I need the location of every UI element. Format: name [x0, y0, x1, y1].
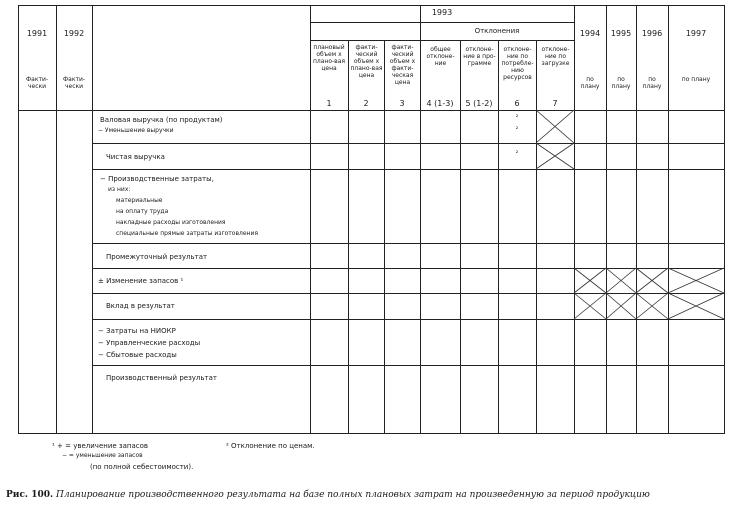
deviations-heading: Отклонения: [474, 27, 520, 35]
crossed-cells: [536, 110, 724, 319]
col1-number: 1: [326, 99, 332, 108]
mark-2-a: ²: [515, 114, 519, 121]
footnote-2: ² Отклонение по ценам.: [226, 442, 315, 450]
row-of-which: из них:: [108, 186, 131, 193]
row-admin-costs: − Управленческие расходы: [98, 339, 201, 347]
year-1997: 1997: [685, 29, 707, 38]
year-1996: 1996: [641, 29, 663, 38]
col3-number: 3: [399, 99, 405, 108]
year-1995: 1995: [610, 29, 632, 38]
col5-number: 5 (1-2): [465, 99, 493, 108]
row-contribution: Вклад в результат: [106, 302, 175, 310]
mark-2-b: ²: [515, 126, 519, 133]
row-sales-costs: − Сбытовые расходы: [98, 351, 177, 359]
year-1993: 1993: [431, 8, 453, 17]
row-rnd-costs: − Затраты на НИОКР: [98, 327, 176, 335]
row-revenue-reduction: − Уменьшение выручки: [98, 127, 174, 134]
col6-header: отклоне-ние по потребле-нию ресурсов: [501, 46, 534, 81]
row-labor: на оплату труда: [116, 208, 169, 215]
figure-caption: [6, 490, 730, 500]
row-material: материальные: [116, 197, 163, 204]
footnote-1c: (по полной себестоимости).: [90, 463, 194, 471]
plan-1994: по плану: [580, 76, 600, 90]
plan-1996: по плану: [642, 76, 662, 90]
row-production-costs: − Производственные затраты,: [100, 175, 214, 183]
col1-header: плановый объем x плано-вая цена: [312, 44, 345, 72]
col6-number: 6: [514, 99, 520, 108]
row-gross-revenue: Валовая выручка (по продуктам): [100, 116, 223, 124]
col7-number: 7: [552, 99, 558, 108]
col3-header: факти-ческий объем x факти-ческая цена: [389, 44, 416, 86]
caption-text: Планирование производственного результата на базе полных плановых затрат на произведенную за период продукцию: [55, 490, 650, 500]
fact-1992-label: Факти- чески: [62, 76, 86, 90]
footnote-1b: − = уменьшение запасов: [62, 452, 143, 459]
year-1992: 1992: [63, 29, 85, 38]
row-special-direct: специальные прямые затраты изготовления: [116, 230, 258, 237]
col4-header: общее отклоне-ние: [426, 46, 455, 67]
col4-number: 4 (1-3): [426, 99, 454, 108]
col5-header: отклоне-ние в про-грамме: [463, 46, 496, 67]
col2-header: факти-ческий объем x плано-вая цена: [350, 44, 383, 79]
fact-1991-label: Факти- чески: [25, 76, 49, 90]
row-interim-result: Промежуточный результат: [106, 253, 208, 261]
row-production-result: Производственный результат: [106, 374, 217, 382]
caption-label: Рис. 100.: [6, 490, 54, 500]
col7-header: отклоне-ние по загрузке: [541, 46, 570, 67]
plan-1995: по плану: [611, 76, 631, 90]
row-overhead: накладные расходы изготовления: [116, 219, 226, 226]
mark-2-c: ²: [515, 150, 519, 157]
row-net-revenue: Чистая выручка: [106, 153, 165, 161]
plan-1997: по плану: [681, 76, 711, 83]
year-1994: 1994: [579, 29, 601, 38]
year-1991: 1991: [26, 29, 48, 38]
row-inventory-change: ± Изменение запасов ¹: [98, 277, 184, 285]
footnote-1: ¹ + = увеличение запасов: [52, 442, 149, 450]
col2-number: 2: [363, 99, 369, 108]
